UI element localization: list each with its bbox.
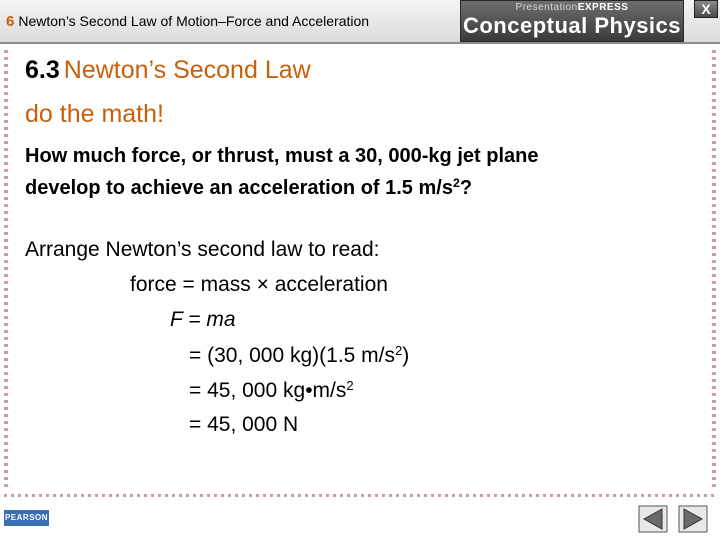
question-exponent: 2 — [452, 176, 460, 190]
brand-top-bold: EXPRESS — [577, 2, 629, 13]
section-title: Newton’s Second Law — [63, 56, 311, 84]
brand-top-prefix: Presentation — [515, 2, 578, 13]
question-line-2 — [25, 170, 538, 202]
left-dotted-border — [4, 50, 8, 490]
formula-text: F = ma — [170, 308, 236, 331]
step-2-text: = 45, 000 kg — [189, 379, 306, 403]
section-number: 6.3 — [25, 56, 60, 84]
step-1-exponent: 2 — [395, 343, 403, 358]
step-2-exponent: 2 — [346, 378, 354, 393]
pearson-logo: PEARSON — [4, 510, 49, 526]
question-line-2-text: develop to achieve an acceleration of 1.5 m/s — [25, 176, 453, 199]
question-mark: ? — [459, 176, 473, 199]
law-text: force = mass × acceleration — [130, 273, 388, 296]
header-divider — [0, 42, 720, 44]
question-text — [25, 143, 538, 202]
chapter-title-text: Newton’s Second Law of Motion–Force and Acceleration — [18, 13, 370, 29]
chapter-number: 6 — [6, 13, 15, 30]
brand-top-line — [461, 2, 683, 13]
question-line-1: How much force, or thrust, must a 30, 000-kg jet plane — [25, 145, 539, 167]
step-1-close: ) — [402, 344, 410, 368]
arrange-text: Arrange Newton’s second law to read: — [25, 238, 380, 261]
right-dotted-border — [712, 50, 716, 490]
bottom-dotted-border — [4, 494, 716, 497]
previous-slide-button[interactable] — [638, 505, 668, 533]
close-button[interactable]: X — [694, 0, 718, 18]
step-1-text: = (30, 000 kg)(1.5 m/s — [189, 344, 396, 368]
presentation-express-logo — [460, 0, 684, 42]
brand-main-title: Conceptual Physics — [462, 13, 682, 38]
step-2-unit: m/s — [312, 379, 347, 403]
next-slide-button[interactable] — [678, 505, 708, 533]
step-3: = 45, 000 N — [189, 413, 299, 436]
step-2-dot: • — [305, 379, 313, 403]
section-heading — [25, 56, 311, 85]
step-2 — [189, 378, 354, 403]
step-1 — [189, 343, 409, 368]
chapter-title — [6, 13, 369, 30]
slide-subtitle: do the math! — [25, 100, 164, 128]
